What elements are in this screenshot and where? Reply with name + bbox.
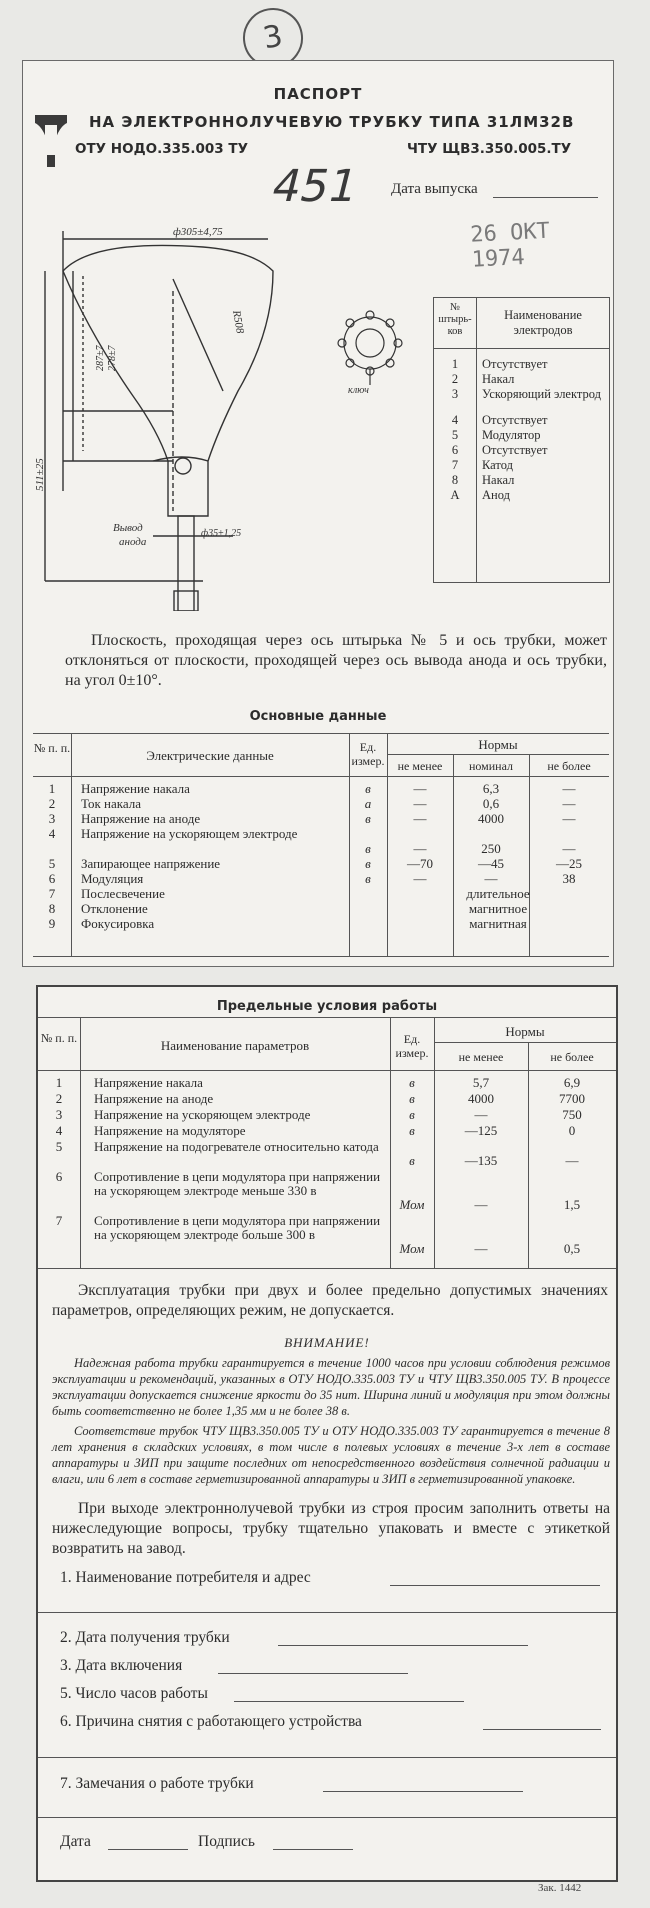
param-name: Запирающее напряжение [81,856,221,871]
row-number: 9 [48,916,56,931]
pin-table-body [434,358,609,504]
param-nominal: длительное [466,886,530,901]
param-unit: Мом [399,1241,425,1256]
signature-label: Подпись [198,1833,255,1850]
pin-table-row [434,373,609,388]
main-col-name: Электрические данные [146,748,274,763]
param-nominal: 6,3 [482,781,500,796]
pin-electrode-name: Ускоряющий электрод [482,387,602,401]
release-date-line [493,197,598,198]
param-max: — [562,811,576,826]
param-max: 7700 [559,1091,585,1106]
dim-r508-label: R508 [230,309,246,335]
param-nominal: магнитное [468,901,528,916]
lim-col-name: Наименование параметров [160,1038,310,1053]
pin-number: 1 [451,357,459,371]
signature-field[interactable] [273,1849,353,1850]
param-min: — [474,1197,488,1212]
return-instructions: При выходе электроннолучевой трубки из строя просим заполнить ответы на нижеследующие вопросы, трубку тщательно упаковать и вместе с этикеткой возвратить на завод. [52,1500,610,1557]
pin-table [433,297,610,583]
pin-number: 6 [451,443,459,457]
order-number: Зак. 1442 [538,1882,582,1894]
row-number: 3 [48,811,56,826]
limits-row [38,1124,616,1140]
pin-table-row [434,388,609,414]
param-min: — [413,841,427,856]
param-max: — [562,841,576,856]
pin-table-header-line [434,348,609,349]
pin-number: 8 [451,473,459,487]
param-name: Напряжение накала [81,781,190,796]
tube-logo-icon [29,111,73,175]
q6-field[interactable] [483,1729,601,1730]
param-unit: в [365,841,371,856]
q1-label: 1. Наименование потребителя и адрес [60,1569,311,1586]
param-name: Напряжение на ускоряющем электроде [94,1107,311,1122]
param-unit: в [409,1091,415,1106]
param-max: 1,5 [563,1197,581,1212]
lim-col-min: не менее [458,1050,504,1064]
limits-row [38,1140,616,1170]
param-min: — [413,781,427,796]
row-number: 7 [55,1213,63,1228]
param-name: Напряжение накала [94,1075,203,1090]
param-nominal: 250 [481,841,501,856]
main-data-row [33,827,609,857]
param-name: Напряжение на подогревателе относительно катода [94,1139,379,1154]
q6-field-line-2[interactable] [38,1757,616,1758]
main-data-row [33,857,609,872]
date-field[interactable] [108,1849,188,1850]
release-date-label: Дата выпуска [391,181,478,197]
main-data-row [33,797,609,812]
param-max: 0 [568,1123,576,1138]
header-bottom-line [33,776,609,777]
pin-diagram-icon [328,301,418,396]
pin-electrode-name: Накал [482,473,515,487]
limits-row [38,1076,616,1092]
row-number: 8 [48,901,56,916]
q5-label: 5. Число часов работы [60,1685,208,1702]
main-data-row [33,902,609,917]
param-min: — [413,811,427,826]
q5-field[interactable] [234,1701,464,1702]
key-label: ключ [348,385,369,396]
main-data-row [33,782,609,797]
lim-col-num: № п. п. [40,1031,78,1045]
param-name: Напряжение на аноде [81,811,201,826]
q1-field-line-2[interactable] [38,1612,616,1613]
lim-col-unit: Ед. измер. [395,1032,429,1060]
main-data-row [33,812,609,827]
param-name: Послесвечение [81,886,165,901]
param-name: Модуляция [81,871,144,886]
pin-table-row [434,459,609,474]
row-number: 1 [48,781,56,796]
param-max: 0,5 [563,1241,581,1256]
param-unit: в [365,811,371,826]
pin-table-row [434,358,609,373]
attention-paragraph-2: Соответствие трубок ЧТУ ЩВ3.350.005 ТУ и ОТУ НОДО.335.003 ТУ гарантируется в течение 8 лет хранения в складских условиях, в том числе в полевых условиях в течение 3-х лет в составе аппаратуры и ЗИП при защите последних от непосредственного воздействия солнечной радиации и влаги, или 6 лет в составе герметизированной аппаратуры и ЗИП в герметизированной упаковке. [52,1424,610,1486]
release-date-stamp: 26 ОКТ 1974 [469,218,551,273]
main-data-body [33,782,609,932]
pin-electrode-name: Анод [482,488,510,502]
limits-row [38,1108,616,1124]
pin-table-row [434,429,609,444]
pin-table-row [434,414,609,429]
main-col-min: не менее [397,759,443,773]
param-min: — [413,871,427,886]
param-max: —25 [556,856,582,871]
pin-number: 3 [451,387,459,401]
q7-label: 7. Замечания о работе трубки [60,1775,254,1792]
dim-neck-label: ф35±1,25 [201,528,242,539]
param-unit: в [365,871,371,886]
pin-electrode-name: Модулятор [482,428,541,442]
param-unit: в [409,1107,415,1122]
row-number: 2 [55,1091,63,1106]
param-min: —70 [407,856,433,871]
pin-electrode-name: Отсутствует [482,443,548,457]
main-col-norms: Нормы [478,737,518,752]
param-nominal: магнитная [469,916,527,931]
pin-electrode-name: Отсутствует [482,413,548,427]
limits-row [38,1092,616,1108]
q3-field[interactable] [218,1673,408,1674]
param-name: Отклонение [81,901,148,916]
param-unit: а [364,796,372,811]
tube-drawing [33,191,333,611]
limits-table [38,1017,616,1269]
pin-electrode-name: Отсутствует [482,357,548,371]
row-number: 1 [55,1075,63,1090]
passport-sheet-2 [36,985,618,1882]
limits-title: Предельные условия работы [216,999,438,1014]
attention-paragraph-1: Надежная работа трубки гарантируется в течение 1000 часов при условии соблюдения режимов эксплуатации и рекомендаций, указанных в ОТУ НОДО.335.003 ТУ и ЧТУ ЩВ3.350.005 ТУ. В процессе эксплуатации допускается снижение яркости до 35 нит. Ширина линий и модуляция при этом должны быть соответственно не более 1,35 мм и не более 38 в. [52,1356,610,1418]
pin-electrode-name: Накал [482,372,515,386]
lim-header-bottom [38,1070,616,1071]
main-data-row [33,887,609,902]
row-number: 6 [48,871,56,886]
main-col-nom: номинал [468,759,514,773]
lim-col-norms: Нормы [505,1024,545,1039]
stamp-number: 3 [260,18,286,57]
row-number: 3 [55,1107,63,1122]
row-number: 6 [55,1169,63,1184]
otu-code: ОТУ НОДО.335.003 ТУ [75,141,249,157]
pin-table-header-num: № штырь-ков [438,302,472,337]
param-min: — [474,1241,488,1256]
anode-lead-label-1: Вывод [113,522,143,534]
param-unit: в [365,856,371,871]
norms-line [387,754,609,755]
row-number: 5 [55,1139,63,1154]
q2-field[interactable] [278,1645,528,1646]
row-number: 4 [48,826,56,841]
q7-field-line-2[interactable] [38,1817,616,1818]
pin-number: 5 [451,428,459,442]
row-number: 7 [48,886,56,901]
q1-field[interactable] [390,1585,600,1586]
pin-number: 2 [451,372,459,386]
date-label: Дата [60,1833,91,1850]
param-unit: Мом [399,1197,425,1212]
param-min: — [413,796,427,811]
limits-row [38,1170,616,1214]
param-unit: в [409,1075,415,1090]
row-number: 5 [48,856,56,871]
pin-table-row [434,489,609,504]
lim-col-max: не более [550,1050,594,1064]
exploitation-note: Эксплуатация трубки при двух и более предельно допустимых значениях параметров, определяющих режим, не допускается. [52,1282,608,1319]
main-data-row [33,872,609,887]
pin-number: 7 [451,458,459,472]
param-unit: в [409,1123,415,1138]
row-number: 2 [48,796,56,811]
chtu-code: ЧТУ ЩВ3.350.005.ТУ [407,141,572,157]
handwritten-serial: 451 [266,161,364,212]
dim-diameter-label: ф305±4,75 [173,226,223,238]
param-unit: в [365,781,371,796]
pin-number: 4 [451,413,459,427]
plane-deviation-note: Плоскость, проходящая через ось штырька № 5 и ось трубки, может отклоняться от плоскости, проходящей через ось вывода анода и ось трубки, на угол 0±10°. [65,632,607,689]
pin-electrode-name: Катод [482,458,513,472]
passport-sheet-1 [22,60,614,967]
q2-label: 2. Дата получения трубки [60,1629,230,1646]
param-min: 4000 [468,1091,494,1106]
param-name: Сопротивление в цепи модулятора при напряжении на ускоряющем электроде больше 300 в [94,1213,381,1242]
q6-label: 6. Причина снятия с работающего устройства [60,1713,362,1730]
main-col-max: не более [547,759,591,773]
param-max: — [565,1153,579,1168]
dim-278-label: 278±7 [107,345,118,371]
param-nominal: —45 [478,856,504,871]
param-min: — [474,1107,488,1122]
pin-table-row [434,444,609,459]
param-nominal: 4000 [478,811,504,826]
main-data-title: Основные данные [249,709,387,724]
param-name: Напряжение на аноде [94,1091,214,1106]
main-data-table [33,733,609,957]
param-name: Напряжение на ускоряющем электроде [81,826,298,841]
param-name: Ток накала [81,796,142,811]
param-name: Фокусировка [81,916,155,931]
dim-287-label: 287±7 [95,345,106,371]
row-number: 4 [55,1123,63,1138]
limits-row [38,1214,616,1258]
param-name: Сопротивление в цепи модулятора при напряжении на ускоряющем электроде меньше 330 в [94,1169,381,1198]
anode-lead-label-2: анода [119,536,147,548]
param-max: 750 [562,1107,582,1122]
pin-table-row [434,474,609,489]
param-max: — [562,796,576,811]
param-max: 6,9 [563,1075,581,1090]
document-subtitle: НА ЭЛЕКТРОННОЛУЧЕВУЮ ТРУБКУ ТИПА 31ЛМ32В [89,113,575,131]
pin-number: А [450,488,460,502]
q3-label: 3. Дата включения [60,1657,183,1674]
attention-title: ВНИМАНИЕ! [284,1335,370,1350]
param-name: Напряжение на модуляторе [94,1123,246,1138]
param-min: —135 [464,1153,498,1168]
param-min: 5,7 [472,1075,490,1090]
document-title: ПАСПОРТ [273,85,363,103]
param-nominal: — [484,871,498,886]
main-col-num: № п. п. [33,741,71,755]
pin-table-header-name: Наименование электродов [504,308,582,337]
main-data-row [33,917,609,932]
param-nominal: 0,6 [482,796,500,811]
lim-norms-line [434,1042,616,1043]
limits-body [38,1076,616,1258]
param-max: 38 [562,871,576,886]
param-min: —125 [464,1123,498,1138]
main-col-unit: Ед. измер. [351,740,385,768]
q7-field[interactable] [323,1791,523,1792]
param-max: — [562,781,576,796]
dim-511-label: 511±25 [34,458,46,491]
param-unit: в [409,1153,415,1168]
